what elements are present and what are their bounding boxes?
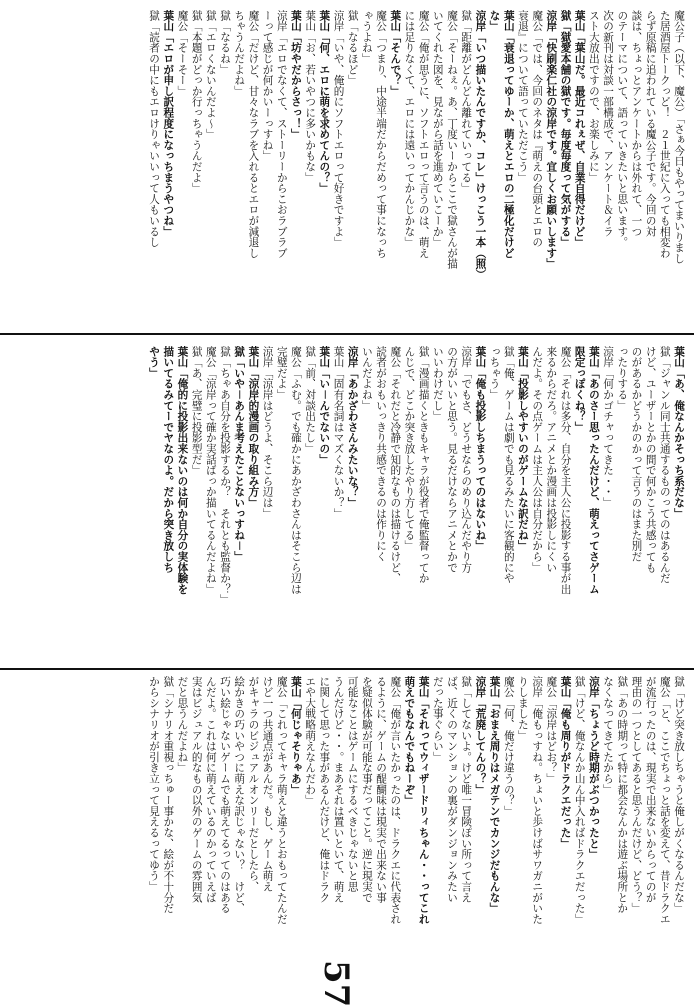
dialogue-line: 魔公「俺が思うに、ソフトエロって言うのは、萌え (417, 10, 430, 259)
bottom-columns (147, 676, 686, 971)
dialogue-line: 葉山「涼岸的漫画の取り組み方」 (247, 346, 260, 508)
dialogue-line: 獄「前、対談出たし」 (304, 346, 317, 454)
dialogue-line: 葉山「何、エロに萌を求めてんの？」 (318, 10, 331, 194)
dialogue-line: 可能なことはゲームにするべきじゃないと思 (346, 676, 359, 892)
dialogue-line: のテーマについて、語っていきたいと思います。 (616, 10, 629, 248)
dialogue-line: 葉山「エロが申し訳程度になっちまうやつね」 (162, 10, 175, 237)
dialogue-line: けど、ユーザーとかの間で何かこう共感っても (644, 346, 657, 573)
dialogue-line: いんだよね」 (360, 346, 373, 411)
dialogue-line: 獄「本題がどっか行っちゃうんだよ」 (190, 10, 203, 194)
dialogue-line: 魔公「だけど、甘々なラブを入れるとエロが減退し (247, 10, 260, 259)
dialogue-line: 魔公「では、今回のネタは『萌えの台頭とエロの (531, 10, 544, 248)
dialogue-line: なくなってきてたから」 (602, 676, 615, 795)
dialogue-line: 獄「あの時期って特に都会なんかは遊ぶ場所とか (616, 676, 629, 914)
dialogue-line: 魔公「これってキャラ萌えと違うとおもってたんだ (275, 676, 288, 925)
dialogue-line: 獄「いや－あんま考えたことないっすね－」 (233, 346, 246, 562)
dialogue-line: 葉山「俺も投影しちまうってのはないね」 (474, 346, 487, 552)
dialogue-line: が流行ったのは、現実で出来ないからってのが (644, 676, 657, 903)
dialogue-line: いてくれた図を、見ながら話を進めていこーか」 (431, 10, 444, 248)
dialogue-line: 葉山「何じゃそりゃあ」 (289, 676, 302, 795)
dialogue-line: 衰退』について語っていただこう」 (516, 10, 529, 183)
dialogue-line: 涼岸「エロでなくて、ストーリーからこおラブラブ (275, 10, 288, 259)
dialogue-line: 葉山「衰退ってゆーか、萌えとエロの二極化だけど (502, 10, 515, 259)
dialogue-line: スト大放出ですので、お楽しみに」 (587, 10, 600, 183)
dialogue-line: 涼岸「いや、俺的にソフトエロって好きですよ」 (332, 10, 345, 248)
dialogue-line: 獄「してないよ。けど唯一冒険ぽい所って言え (460, 676, 473, 903)
dialogue-line: 獄「なるほど」 (346, 10, 359, 86)
dialogue-line: 涼岸「何かゴチャってきた・・」 (602, 346, 615, 508)
dialogue-line: 葉山「俺的に投影出来ないのは何か自分の実体験を (176, 346, 189, 595)
top-text-tier (0, 10, 694, 326)
dialogue-line: 次の新刊は対談一部構成で、アンケート＆イラ (602, 10, 615, 237)
tier-divider-2 (0, 668, 694, 670)
dialogue-line: 涼岸「荒廃してんの？」 (474, 676, 487, 795)
dialogue-line: 獄「エロくないんだよ～」 (204, 10, 217, 140)
dialogue-line: からシナリオが引き立って見えるってゆう」 (148, 676, 161, 892)
dialogue-line: んだよ。これは何に萌えているのかっていえば (204, 676, 217, 903)
dialogue-line: 葉山「い－んでないの」 (318, 346, 331, 465)
middle-text-tier (0, 346, 694, 664)
dialogue-line: のがあるかどうかのかって言うのはまた別だ (630, 346, 643, 562)
dialogue-line: けど一つ共通点があんだ。もし、ゲーム萌え (261, 676, 274, 892)
dialogue-line: 限定っぽくね？」 (573, 346, 586, 433)
dialogue-line: ったりする」 (616, 346, 629, 411)
dialogue-line: ちゃうんだよね」 (233, 10, 246, 97)
dialogue-line: に関して思った事があるんだけど、俺はドラク (318, 676, 331, 903)
dialogue-line: 獄「読者の中にもエロけりゃいいって人もいるし (148, 10, 161, 248)
dialogue-line: 談は、ちょっとアンケートからは外れて、一つ (630, 10, 643, 237)
dialogue-line: 萌えでもなんでもねーぞ」 (403, 676, 416, 806)
dialogue-line: 理由の一つとしてあると思うんだけど、どう？」 (630, 676, 643, 914)
dialogue-line: 葉山「固有名詞はマズくないか？」 (332, 346, 345, 519)
tier-divider-1 (0, 333, 694, 335)
dialogue-line: 葉山「投影しやすいのがゲームな訳だね」 (516, 346, 529, 552)
dialogue-line: 魔公「涼岸はどお？」 (545, 676, 558, 784)
dialogue-line: 巧い絵じゃないゲームでも萌えてるってのはある (219, 676, 231, 914)
dialogue-line: んじで、どこか突き放したやり方してる」 (403, 346, 416, 552)
dialogue-line: 葉山「葉山だ。最近コれぇぜ、自業自得だけど」 (573, 10, 586, 248)
dialogue-line: 読者がおもいっきり共感できるのは作りにく (375, 346, 388, 562)
dialogue-line: 完璧だよ」 (275, 346, 288, 400)
dialogue-line: 獄「なるね」 (219, 10, 231, 75)
dialogue-line: うんだけど・・。まあそれは置いといて、萌え (332, 676, 345, 903)
dialogue-line: 獄「俺、ゲームは劇でも見るみたいに客観的にや (502, 346, 515, 584)
dialogue-line: 来るからだろ。アニメとか漫画は投影しにくい (545, 346, 558, 573)
dialogue-line: 魔公「そーそー」 (176, 10, 189, 97)
dialogue-line: の方がいいと思う。見るだけならアニメとかで (446, 346, 458, 573)
dialogue-line: るように、ゲームの醍醐味は現実で出来ない事 (375, 676, 388, 903)
dialogue-line: 獄「シナリオ重視っちゅー事かな、絵が不十分だ (162, 676, 175, 914)
dialogue-line: 獄「距離がどんどん離れていってる」 (460, 10, 473, 194)
dialogue-line: 涼岸「涼岸はどうよ、そこら辺は」 (261, 346, 274, 519)
dialogue-line: 魔公「と、ここでちょっと話を変えて、昔ドラクエ (658, 676, 671, 925)
dialogue-line: 獄「ジャンル同士共通するものってのはあるんだ (658, 346, 671, 584)
dialogue-line: エや大戦略萌えなんだわ」 (304, 676, 317, 806)
dialogue-line: 魔公「つまり、中途半端だからだめって事になっち (375, 10, 388, 259)
dialogue-line: 実はビジュアル的なもの以外のゲームの雰囲気 (190, 676, 203, 903)
middle-columns (147, 346, 686, 664)
dialogue-line: 涼岸「でもさ、どうせならのめり込んだやり方 (460, 346, 473, 573)
dialogue-line: 涼岸「俺もっすね。ちょいと歩けばサワガニがいた (531, 676, 544, 925)
dialogue-line: んだよ。その点ゲームは主人公は自分だから」 (531, 346, 544, 573)
dialogue-line: 葉山「そんで？」 (389, 10, 402, 97)
dialogue-line: 涼岸「快刷楽仁社の涼岸です。宜しくお願いします」 (545, 10, 558, 270)
dialogue-line: りしました」 (516, 676, 529, 741)
dialogue-line: 葉山「あのさー思ったんだけど、萌えってさゲーム (587, 346, 600, 595)
dialogue-line: 涼岸「あかざわさんみたいな？」 (346, 346, 359, 508)
dialogue-line: ゃうよね」 (360, 10, 373, 64)
dialogue-line: っちゃう」 (488, 346, 501, 400)
dialogue-line: 魔公「俺が言いたかったのは、ドラクエに代表され (389, 676, 402, 925)
dialogue-line: ーって感じが何かいーっすね」 (261, 10, 274, 162)
dialogue-line: 獄「漫画描くときもキャラが役者で俺監督ってか (417, 346, 430, 584)
dialogue-line: 獄「けど、俺なんか山ん中入ればドラクエだった」 (573, 676, 586, 925)
dialogue-line: 魔公「何、俺だけ違うの？」 (502, 676, 515, 817)
dialogue-line: な」 (488, 10, 501, 32)
dialogue-line: 絵かきの巧いやつに萌えな訳じゃない？ けど、 (233, 676, 246, 914)
dialogue-line: た居酒屋トークっど！ ２１世紀に入っても相変わ (658, 10, 671, 259)
dialogue-line: だと思うんだよね」 (176, 676, 189, 774)
dialogue-line: を疑似体験が可能な事だってこと。逆に現実で (360, 676, 373, 903)
dialogue-line: 獄「ちゃあ自分を投影するか？ それとも監督か？」 (219, 346, 231, 606)
dialogue-line: 葉山「坊やだからさっ！」 (289, 10, 302, 140)
dialogue-line: 葉山「おまえ周りはメガテンでカンジだもんな」 (488, 676, 501, 914)
dialogue-line: 葉山「お、若いやつに多いかもな」 (304, 10, 317, 183)
dialogue-line: 獄「けど突き放しちゃうと俺しがくなるんだな」 (673, 676, 685, 914)
dialogue-line: 魔公「ふむ。でも確かにあかざわさんはそこら辺は (289, 346, 302, 595)
dialogue-line: 涼岸「いつ描いたんですか、コレ」けっこう一本（照） (474, 10, 487, 280)
top-columns (147, 10, 686, 326)
dialogue-line: 魔公「それは多分、自分を主人公に投影する事が出 (559, 346, 572, 595)
dialogue-line: 魔公「それだと冷静で知的なものは描けるけど、 (389, 346, 402, 584)
dialogue-line: だった事ぐらい」 (431, 676, 444, 763)
dialogue-line: 魔公子（以下、魔公）「さぁ今日もやってまいりまし (673, 10, 685, 264)
dialogue-line: いいわけだし」 (431, 346, 444, 422)
dialogue-line: 獄「獄愛本舗の獄です。毎度毎度って気がする」 (559, 10, 572, 248)
dialogue-line: 葉山「それってウィザードリィちゃん・・ってこれ (417, 676, 430, 925)
dialogue-line: には足りなくて、エロには遠いってかんじかな」 (403, 10, 416, 248)
dialogue-line: 葉山「あ、俺なんかそっち系だな」 (673, 346, 685, 519)
dialogue-line: 獄「あ、完璧に投影型だ」 (190, 346, 203, 476)
dialogue-line: 魔公「そーねぇ。あ、丁度いーからここで獄さんが描 (446, 10, 458, 270)
dialogue-line: 涼岸「ちょうど時期がぶつかったと」 (587, 676, 600, 860)
dialogue-line: がキャラのビジュアルオンリーだとしたら、 (247, 676, 260, 892)
dialogue-line: 葉山「俺も周りがドラクエだった」 (559, 676, 572, 849)
dialogue-line: ば、近くのマンションの裏がダンジョンみたい (446, 676, 458, 903)
bottom-text-tier (0, 676, 694, 971)
dialogue-line: やう」 (148, 346, 161, 379)
dialogue-line: 魔公「涼岸って確か実話ばっか描いてるんだよね」 (204, 346, 217, 595)
dialogue-line: らず原稿に追われている魔公子です。今回の対 (644, 10, 657, 237)
page-number: 57 (316, 960, 356, 1007)
dialogue-line: 描いてるみてーでヤなのよ。だから突き放しち (162, 346, 175, 573)
